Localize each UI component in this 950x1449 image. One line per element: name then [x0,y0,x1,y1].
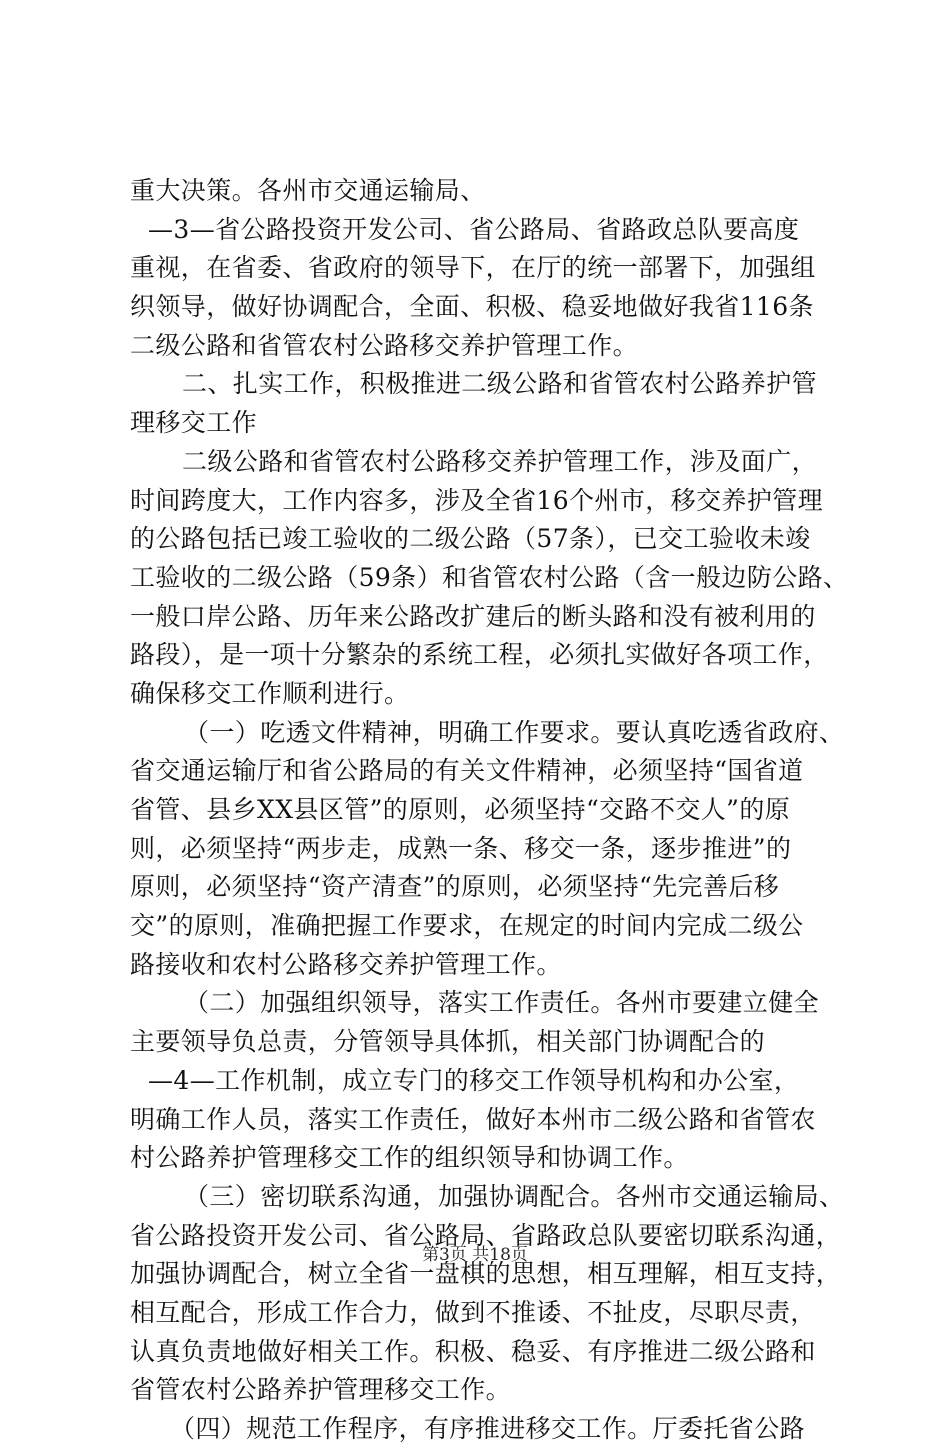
text-line: 二、扎实工作，积极推进二级公路和省管农村公路养护管 [182,369,818,399]
text-line: 主要领导负总责，分管领导具体抓，相关部门协调配合的 [130,1027,766,1057]
text-line: 省公路投资开发公司、省公路局、省路政总队要密切联系沟通， [130,1220,842,1250]
text-line: 时间跨度大，工作内容多，涉及全省16个州市，移交养护管理 [130,485,824,515]
text-line: 一般口岸公路、历年来公路改扩建后的断头路和没有被利用的 [130,601,816,631]
text-line: （四）规范工作程序，有序推进移交工作。厅委托省公路 [170,1414,806,1443]
text-line: —3—省公路投资开发公司、省公路局、省路政总队要高度 [148,214,800,244]
text-line: 明确工作人员，落实工作责任，做好本州市二级公路和省管农 [130,1104,816,1134]
text-line: 路段），是一项十分繁杂的系统工程，必须扎实做好各项工作， [130,640,829,670]
text-line: 路接收和农村公路移交养护管理工作。 [130,949,562,979]
text-line: 原则，必须坚持“资产清查”的原则，必须坚持“先完善后移 [130,872,780,902]
text-line: 省管、县乡XX县区管”的原则，必须坚持“交路不交人”的原 [130,795,791,824]
text-line: （一）吃透文件精神，明确工作要求。要认真吃透省政府、 [184,717,845,747]
page-footer: 第3页 共18页 [422,1245,528,1265]
text-line: 重大决策。各州市交通运输局、 [130,176,486,205]
text-line: 重视，在省委、省政府的领导下，在厅的统一部署下，加强组 [130,253,816,283]
text-line: 认真负责地做好相关工作。积极、稳妥、有序推进二级公路和 [130,1336,816,1366]
text-line: 织领导，做好协调配合，全面、积极、稳妥地做好我省116条 [130,292,814,322]
text-line: 村公路养护管理移交工作的组织领导和协调工作。 [130,1143,689,1173]
text-line: 确保移交工作顺利进行。 [130,678,410,708]
text-line: —4—工作机制，成立专门的移交工作领导机构和办公室， [148,1065,800,1095]
text-line: 二级公路和省管农村公路移交养护管理工作。 [130,330,639,360]
text-line: 工验收的二级公路（59条）和省管农村公路（含一般边防公路、 [130,562,849,592]
text-line: 理移交工作 [130,408,258,438]
text-line: 加强协调配合，树立全省一盘棋的思想，相互理解，相互支持， [130,1259,842,1289]
text-line: 交”的原则，准确把握工作要求，在规定的时间内完成二级公 [130,911,804,941]
text-line: 省交通运输厅和省公路局的有关文件精神，必须坚持“国省道 [130,756,804,786]
text-line: 相互配合，形成工作合力，做到不推诿、不扯皮，尽职尽责， [130,1297,816,1327]
text-line: 二级公路和省管农村公路移交养护管理工作，涉及面广， [182,446,818,476]
text-line: （二）加强组织领导，落实工作责任。各州市要建立健全 [184,988,820,1018]
text-line: 则，必须坚持“两步走，成熟一条、移交一条，逐步推进”的 [130,833,792,863]
text-line: （三）密切联系沟通，加强协调配合。各州市交通运输局、 [184,1181,845,1211]
text-line: 的公路包括已竣工验收的二级公路（57条），已交工验收未竣 [130,524,811,554]
text-line: 省管农村公路养护管理移交工作。 [130,1375,512,1405]
